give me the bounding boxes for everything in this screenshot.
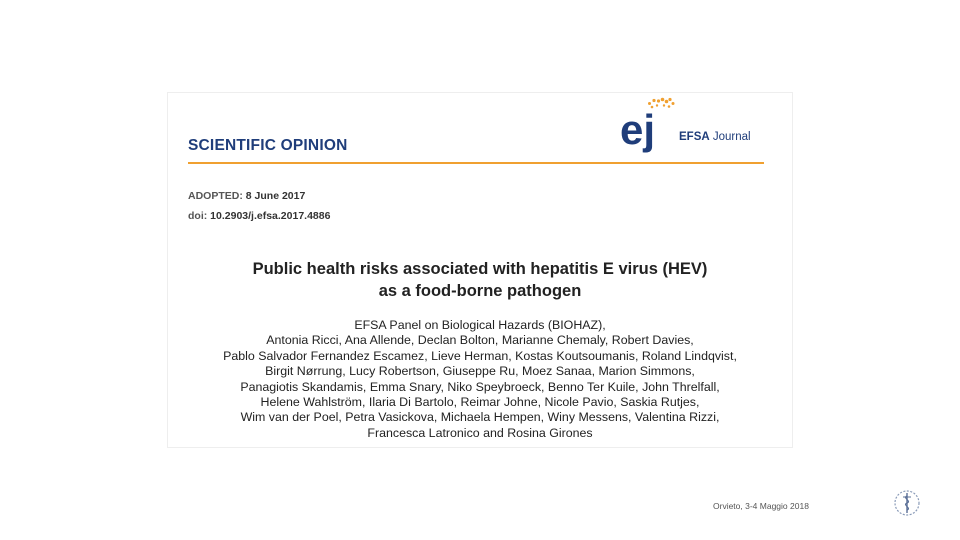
section-heading: SCIENTIFIC OPINION [188, 137, 348, 154]
heading-rule [188, 162, 764, 164]
adopted-date [188, 190, 305, 202]
author-line: Helene Wahlström, Ilaria Di Bartolo, Reimar Johne, Nicole Pavio, Saskia Rutjes, [260, 395, 700, 410]
title-line: Public health risks associated with hepatitis E virus (HEV) [252, 260, 708, 278]
adopted-label: ADOPTED: [188, 190, 243, 202]
efsa-journal-logo [620, 97, 760, 159]
article-title [168, 258, 792, 302]
logo-wordmark [679, 131, 751, 143]
document-image [168, 93, 792, 447]
author-list [168, 318, 792, 441]
author-line: Antonia Ricci, Ana Allende, Declan Bolton, Marianne Chemaly, Robert Davies, [266, 333, 694, 348]
doi-value: 10.2903/j.efsa.2017.4886 [210, 210, 331, 222]
footer-caption: Orvieto, 3-4 Maggio 2018 [713, 501, 809, 511]
author-line: Birgit Nørrung, Lucy Robertson, Giuseppe Ru, Moez Sanaa, Marion Simmons, [265, 364, 695, 379]
adopted-value: 8 June 2017 [245, 190, 306, 202]
doi-label: doi: [188, 210, 208, 222]
title-line: as a food-borne pathogen [378, 282, 582, 300]
doi [188, 210, 330, 222]
logo-brand: EFSA [679, 131, 710, 143]
ej-logo-mark-icon [620, 97, 760, 159]
author-line: Panagiotis Skandamis, Emma Snary, Niko Speybroeck, Benno Ter Kuile, John Threlfall, [240, 379, 720, 394]
logo-product: Journal [712, 131, 751, 143]
logo-mark-text: ej [620, 106, 656, 153]
author-line: Francesca Latronico and Rosina Girones [367, 425, 593, 440]
author-line: Wim van der Poel, Petra Vasickova, Michaela Hempen, Winy Messens, Valentina Rizzi, [240, 410, 720, 425]
author-line: Pablo Salvador Fernandez Escamez, Lieve Herman, Kostas Koutsoumanis, Roland Lindqvist, [223, 348, 737, 363]
author-line: EFSA Panel on Biological Hazards (BIOHAZ), [354, 318, 606, 332]
institution-emblem-icon [893, 489, 921, 517]
